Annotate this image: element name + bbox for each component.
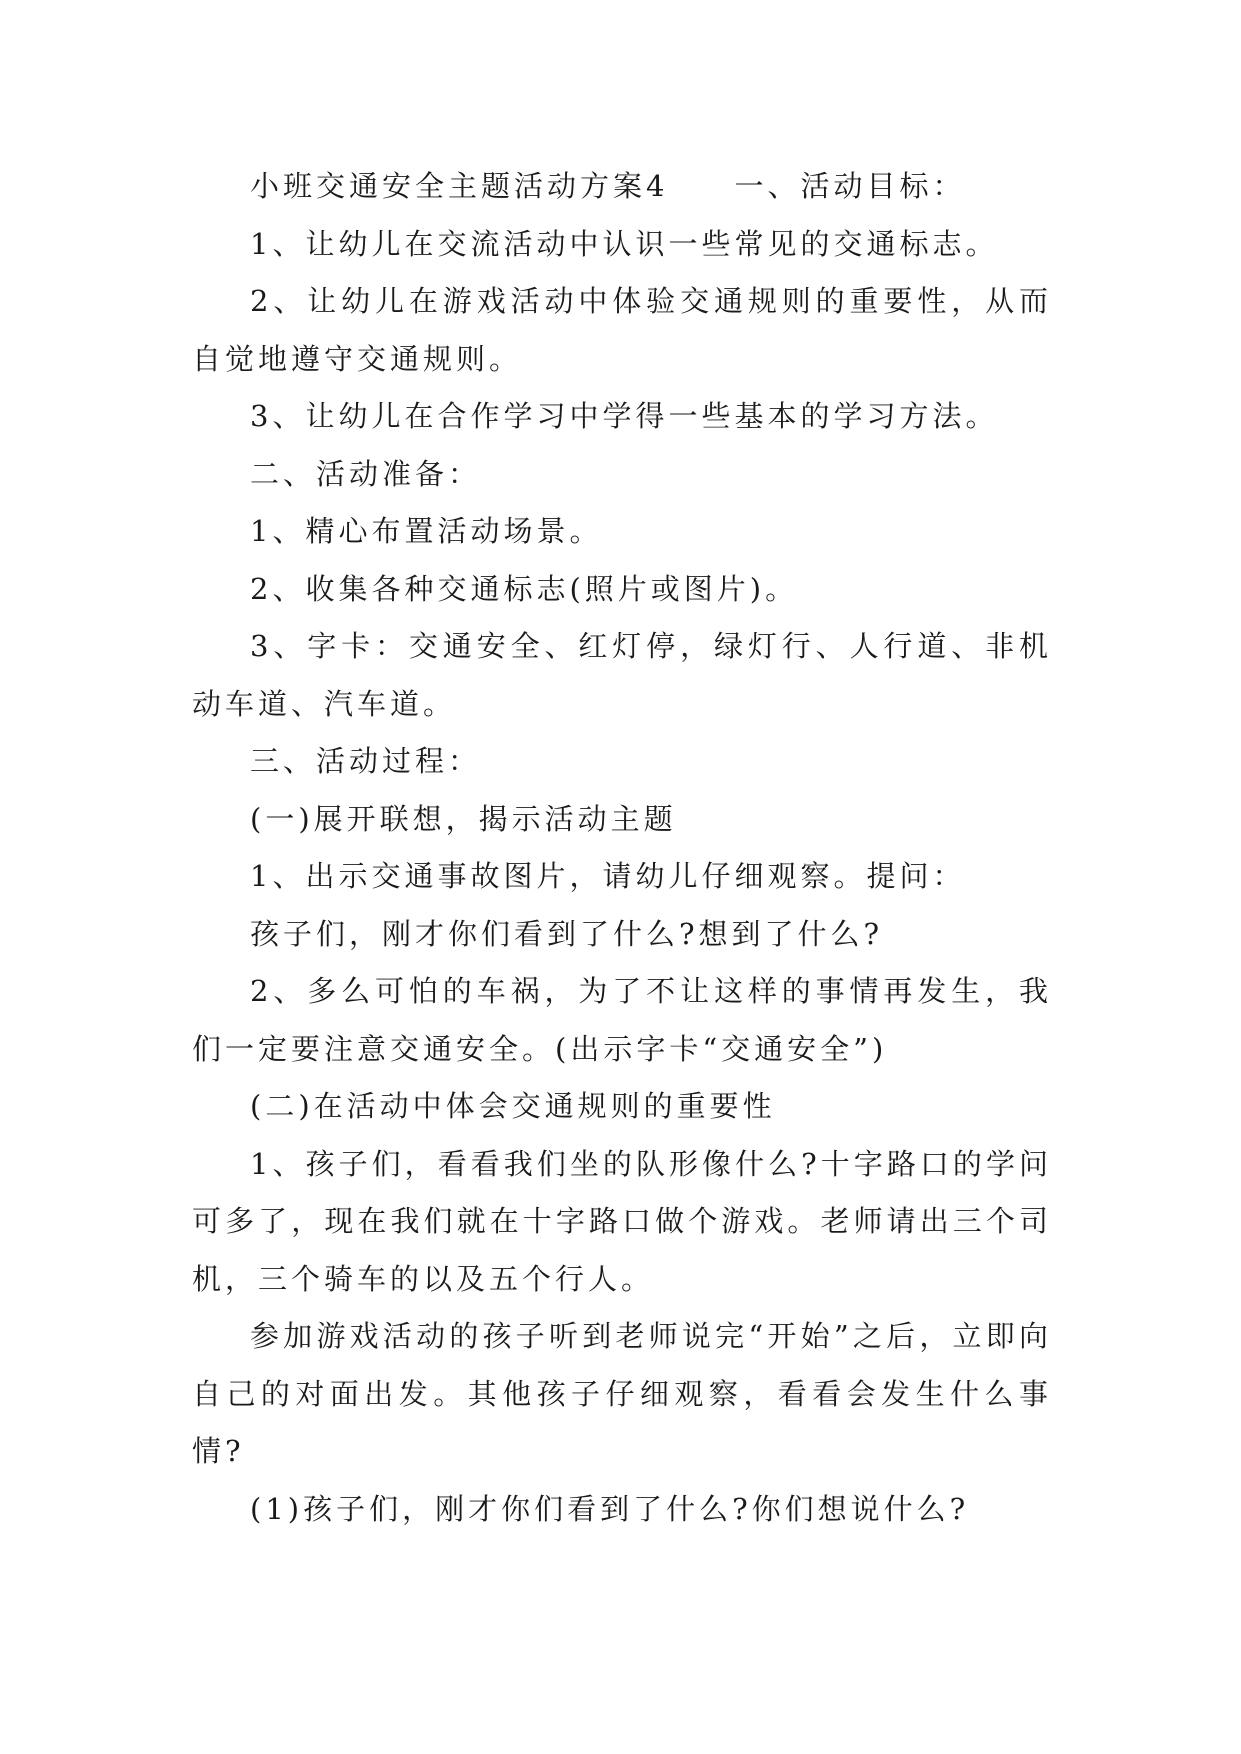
paragraph-question-2: (1)孩子们，刚才你们看到了什么?你们想说什么? [250, 1491, 970, 1526]
document-body [192, 158, 1052, 1538]
heading-preparation: 二、活动准备： [250, 456, 482, 491]
paragraph-prep-3: 3、字卡：交通安全、红灯停，绿灯行、人行道、非机动车道、汽车道。 [192, 629, 1052, 721]
heading-process: 三、活动过程： [250, 744, 482, 778]
paragraph-goal-1: 1、让幼儿在交流活动中认识一些常见的交通标志。 [250, 226, 999, 261]
subheading-part-2: (二)在活动中体会交通规则的重要性 [250, 1089, 776, 1123]
paragraph-prep-1: 1、精心布置活动场景。 [250, 514, 603, 548]
paragraph-goal-2: 2、让幼儿在游戏活动中体验交通规则的重要性，从而自觉地遵守交通规则。 [192, 284, 1052, 376]
paragraph-process-2: 2、多么可怕的车祸，为了不让这样的事情再发生，我们一定要注意交通安全。(出示字卡“交通安全”) [192, 974, 1052, 1066]
paragraph-game-rules: 参加游戏活动的孩子听到老师说完“开始”之后，立即向自己的对面出发。其他孩子仔细观察，看看会发生什么事情? [192, 1319, 1052, 1468]
subheading-part-1: (一)展开联想，揭示活动主题 [250, 801, 677, 836]
paragraph-question-1: 孩子们，刚才你们看到了什么?想到了什么? [250, 916, 884, 951]
paragraph-title-and-goals: 小班交通安全主题活动方案4 一、活动目标： [250, 169, 966, 203]
paragraph-process-1: 1、出示交通事故图片，请幼儿仔细观察。提问： [250, 859, 966, 893]
paragraph-goal-3: 3、让幼儿在合作学习中学得一些基本的学习方法。 [250, 399, 999, 433]
paragraph-game-intro: 1、孩子们，看看我们坐的队形像什么?十字路口的学问可多了，现在我们就在十字路口做个游戏。老师请出三个司机，三个骑车的以及五个行人。 [192, 1146, 1052, 1296]
paragraph-prep-2: 2、收集各种交通标志(照片或图片)。 [250, 571, 799, 606]
